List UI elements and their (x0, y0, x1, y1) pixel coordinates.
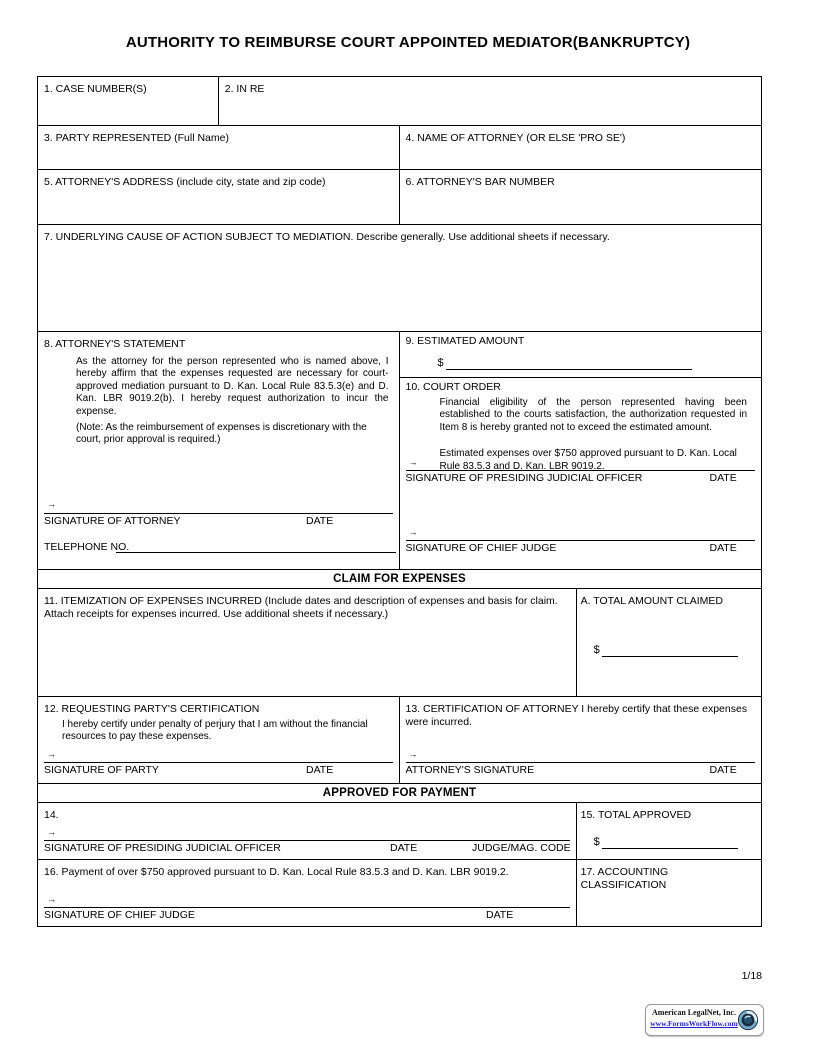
estimated-amount-dollar-sign: $ (437, 357, 444, 369)
field-itemization[interactable] (38, 589, 577, 696)
field-party-certification-label: 12. REQUESTING PARTY'S CERTIFICATION (44, 703, 260, 715)
signature-attorney2-line[interactable] (406, 762, 756, 763)
signature-marker-icon: → (408, 457, 418, 467)
court-order-note: Estimated expenses over $750 approved pursuant to D. Kan. Local Rule 83.5.3 and D. Kan. LBR 9019.2. (439, 448, 737, 472)
row-approval (38, 803, 761, 860)
row-itemization (38, 589, 761, 697)
total-claimed-input-line[interactable] (602, 644, 738, 657)
field-cause-of-action[interactable] (38, 225, 761, 331)
field-estimated-amount[interactable] (400, 332, 762, 378)
signature-presiding-line[interactable] (406, 470, 756, 471)
row-banner-claim (38, 570, 761, 589)
signature-party-date-caption: DATE (306, 764, 334, 776)
field-attorney-name[interactable] (400, 126, 762, 169)
field-attorney-bar-number[interactable] (400, 170, 762, 224)
american-legalnet-logo[interactable] (645, 1004, 764, 1036)
signature-attorney2-date-caption: DATE (709, 764, 737, 776)
signature-marker-icon: → (408, 527, 418, 537)
signature-chief-judge-line[interactable] (406, 540, 756, 541)
field-total-amount-claimed-label: A. TOTAL AMOUNT CLAIMED (580, 595, 723, 607)
field-court-order-label: 10. COURT ORDER (405, 381, 501, 393)
field-total-approved[interactable] (577, 803, 761, 859)
field-estimated-amount-label: 9. ESTIMATED AMOUNT (405, 335, 525, 347)
field-approval-signature[interactable] (38, 803, 577, 859)
signature-marker-icon: → (47, 894, 56, 904)
field-party-represented[interactable] (38, 126, 400, 169)
signature-presiding-caption: SIGNATURE OF PRESIDING JUDICIAL OFFICER (405, 472, 643, 484)
court-order-body: Financial eligibility of the person represented having been established to the courts satisfaction, the authorization requested in Item 8 is hereby granted not to exceed the estimated amount. (439, 397, 747, 433)
field-attorney-certification-label: 13. CERTIFICATION OF ATTORNEY I hereby certify that these expenses were incurred. (405, 703, 748, 728)
signature-marker-icon: → (47, 499, 56, 509)
signature-attorney-line[interactable] (44, 513, 393, 514)
field-attorney-certification[interactable] (400, 697, 762, 783)
field-case-number[interactable] (38, 77, 219, 125)
field-14-label: 14. (44, 809, 59, 821)
row-chief-judge-accounting (38, 860, 761, 926)
field-case-number-label: 1. CASE NUMBER(S) (44, 83, 147, 95)
field-attorney-name-label: 4. NAME OF ATTORNEY (OR ELSE 'PRO SE') (405, 132, 626, 144)
logo-company-name: American LegalNet, Inc. (652, 1008, 736, 1017)
signature-chief-judge-caption: SIGNATURE OF CHIEF JUDGE (405, 542, 557, 554)
row-cause-of-action (38, 225, 761, 332)
signature-chief-judge-approval-line[interactable] (44, 907, 570, 908)
estimated-amount-input-line[interactable] (446, 357, 692, 370)
field-attorney-address-label: 5. ATTORNEY'S ADDRESS (include city, state and zip code) (44, 176, 326, 188)
page-number: 1/18 (741, 970, 762, 982)
signature-presiding-approval-line[interactable] (44, 840, 570, 841)
field-accounting-classification-label: 17. ACCOUNTING CLASSIFICATION (580, 866, 669, 891)
signature-marker-icon: → (47, 827, 56, 837)
signature-party-caption: SIGNATURE OF PARTY (44, 764, 159, 776)
total-approved-dollar-sign: $ (593, 836, 600, 848)
field-attorney-statement[interactable] (38, 332, 400, 569)
globe-swirl-icon (737, 1009, 759, 1031)
signature-presiding-approval-date-caption: DATE (390, 842, 418, 854)
signature-presiding-approval-caption: SIGNATURE OF PRESIDING JUDICIAL OFFICER (44, 842, 281, 854)
field-attorney-statement-label: 8. ATTORNEY'S STATEMENT (44, 338, 186, 350)
signature-chief-judge-approval-caption: SIGNATURE OF CHIEF JUDGE (44, 909, 195, 921)
field-cause-of-action-label: 7. UNDERLYING CAUSE OF ACTION SUBJECT TO MEDIATION. Describe generally. Use additional sheets if necessary. (44, 231, 610, 243)
total-approved-input-line[interactable] (602, 836, 738, 849)
party-certification-body: I hereby certify under penalty of perjury that I am without the financial resources to pay these expenses. (62, 719, 368, 743)
signature-chief-judge-approval-date-caption: DATE (486, 909, 514, 921)
telephone-input-line[interactable] (116, 541, 396, 553)
column-order (400, 332, 762, 569)
field-in-re[interactable] (219, 77, 761, 125)
signature-party-line[interactable] (44, 762, 393, 763)
field-accounting-classification[interactable] (577, 860, 761, 926)
field-itemization-label: 11. ITEMIZATION OF EXPENSES INCURRED (Include dates and description of expenses and basis for claim. Attach receipts for expenses incurred. Use additional sheets if necessary.) (44, 595, 558, 620)
field-attorney-bar-number-label: 6. ATTORNEY'S BAR NUMBER (405, 176, 555, 188)
field-total-approved-label: 15. TOTAL APPROVED (580, 809, 692, 821)
field-party-represented-label: 3. PARTY REPRESENTED (Full Name) (44, 132, 229, 144)
field-party-certification[interactable] (38, 697, 400, 783)
row-party-attorney (38, 126, 761, 170)
signature-chief-judge-date-caption: DATE (709, 542, 737, 554)
attorney-statement-body: As the attorney for the person represented who is named above, I hereby affirm that the expenses requested are necessary for court-approved mediation pursuant to D. Kan. Local Rule 83.5.3(e) and D. Kan. LBR 9019.2(b). I hereby request authorization to incur the expense. (76, 356, 389, 417)
row-case-inre (38, 77, 761, 126)
signature-marker-icon: → (47, 749, 56, 759)
banner-approved-for-payment: APPROVED FOR PAYMENT (322, 787, 477, 799)
telephone-label: TELEPHONE NO. (44, 541, 130, 553)
field-in-re-label: 2. IN RE (224, 83, 265, 95)
field-total-amount-claimed[interactable] (577, 589, 761, 696)
signature-attorney-caption: SIGNATURE OF ATTORNEY (44, 515, 181, 527)
row-certifications (38, 697, 761, 784)
signature-attorney2-caption: ATTORNEY'S SIGNATURE (405, 764, 535, 776)
form-table (37, 76, 762, 927)
field-chief-judge-approval[interactable] (38, 860, 577, 926)
total-claimed-dollar-sign: $ (593, 644, 600, 656)
logo-url-link[interactable]: www.FormsWorkFlow.com (650, 1019, 738, 1028)
row-statement-order (38, 332, 761, 570)
signature-marker-icon: → (408, 749, 418, 759)
field-court-order[interactable] (400, 378, 762, 568)
row-banner-approved (38, 784, 761, 803)
row-address-bar (38, 170, 761, 225)
field-attorney-address[interactable] (38, 170, 400, 224)
judge-mag-code-caption: JUDGE/MAG. CODE (472, 842, 571, 854)
signature-attorney-date-caption: DATE (306, 515, 334, 527)
field-16-label: 16. Payment of over $750 approved pursuant to D. Kan. Local Rule 83.5.3 and D. Kan. LBR 9019.2. (44, 866, 509, 878)
page-title: AUTHORITY TO REIMBURSE COURT APPOINTED MEDIATOR(BANKRUPTCY) (125, 34, 691, 51)
signature-presiding-date-caption: DATE (709, 472, 737, 484)
banner-claim-for-expenses: CLAIM FOR EXPENSES (333, 573, 466, 585)
attorney-statement-note: (Note: As the reimbursement of expenses is discretionary with the court, prior approval is required.) (76, 422, 367, 446)
